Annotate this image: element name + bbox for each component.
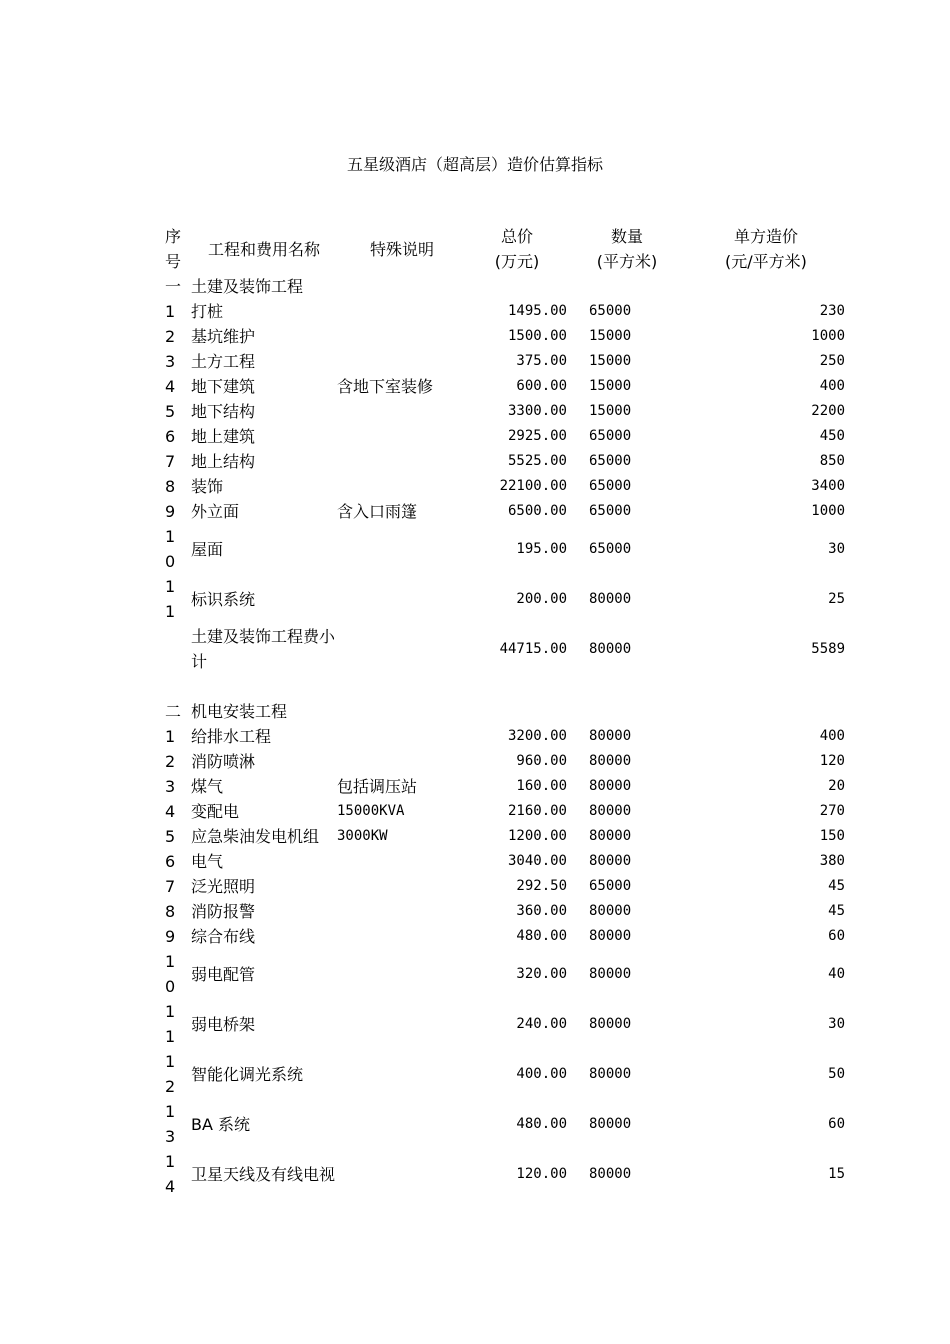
row-name: 给排水工程	[191, 727, 272, 746]
table-row	[165, 874, 845, 899]
row-qty: 80000	[589, 803, 632, 819]
row-qty: 80000	[589, 903, 632, 919]
row-total: 375.00	[516, 353, 567, 369]
row-note	[337, 324, 467, 349]
row-unit: 50	[828, 1065, 845, 1082]
row-unit: 45	[828, 903, 845, 919]
row-unit: 1000	[811, 503, 845, 519]
row-total: 2925.00	[507, 428, 567, 444]
row-qty: 15000	[589, 403, 632, 419]
section-name: 机电安装工程	[191, 702, 288, 721]
header-unit: 单方造价 (元/平方米)	[725, 227, 807, 271]
row-total: 3040.00	[507, 853, 567, 869]
row-seq-text: 6	[165, 427, 176, 446]
row-unit: 60	[828, 928, 845, 944]
row-note	[337, 899, 467, 924]
row-seq	[165, 724, 191, 749]
row-total: 120.00	[516, 1165, 567, 1182]
spacer-row	[165, 674, 845, 699]
table-row	[165, 524, 845, 574]
row-seq-text: 2	[165, 327, 176, 346]
subtotal-qty: 80000	[589, 640, 632, 657]
row-seq	[165, 374, 191, 399]
section-header-row	[165, 274, 845, 299]
table-row	[165, 1149, 845, 1199]
row-note	[337, 849, 467, 874]
row-qty: 65000	[589, 878, 632, 894]
row-seq-text: 13	[165, 1102, 176, 1146]
row-name: 屋面	[191, 539, 224, 559]
row-note	[337, 1099, 467, 1149]
row-qty: 80000	[589, 590, 632, 607]
row-seq	[165, 749, 191, 774]
row-seq-text: 3	[165, 352, 176, 371]
row-seq-text: 1	[165, 727, 176, 746]
row-name: 应急柴油发电机组	[191, 827, 320, 846]
row-seq	[165, 924, 191, 949]
row-total: 195.00	[516, 540, 567, 557]
row-seq	[165, 424, 191, 449]
section-name: 土建及装饰工程	[191, 277, 304, 296]
row-note: 15000KVA	[337, 803, 405, 819]
header-total: 总价 (万元)	[494, 227, 540, 271]
row-total: 22100.00	[499, 478, 567, 494]
table-row	[165, 424, 845, 449]
row-qty: 80000	[589, 728, 632, 744]
table-row	[165, 499, 845, 524]
table-row	[165, 574, 845, 624]
row-total: 480.00	[516, 1115, 567, 1132]
row-note	[337, 724, 467, 749]
row-qty: 80000	[589, 753, 632, 769]
row-note	[337, 399, 467, 424]
row-note	[337, 574, 467, 624]
row-total: 480.00	[516, 928, 567, 944]
row-seq	[165, 399, 191, 424]
header-qty: 数量 (平方米)	[596, 227, 658, 271]
row-seq	[165, 1149, 191, 1199]
row-qty: 65000	[589, 428, 632, 444]
row-name: 装饰	[191, 477, 224, 496]
row-name: 外立面	[191, 502, 240, 521]
table-row	[165, 374, 845, 399]
row-qty: 80000	[589, 1015, 632, 1032]
row-total: 2160.00	[507, 803, 567, 819]
row-note	[337, 949, 467, 999]
row-total: 240.00	[516, 1015, 567, 1032]
row-seq	[165, 499, 191, 524]
row-name: 弱电桥架	[191, 1014, 256, 1034]
row-unit: 3400	[811, 478, 845, 494]
table-row	[165, 899, 845, 924]
row-name: 地上建筑	[191, 427, 256, 446]
row-seq	[165, 899, 191, 924]
table-row	[165, 924, 845, 949]
row-qty: 65000	[589, 478, 632, 494]
row-seq	[165, 449, 191, 474]
section-header-row	[165, 699, 845, 724]
row-total: 1495.00	[507, 303, 567, 319]
row-name: BA 系统	[191, 1114, 251, 1134]
row-seq-text: 11	[165, 1002, 176, 1046]
row-seq-text: 二	[165, 702, 182, 721]
row-note	[337, 1149, 467, 1199]
row-unit: 400	[819, 378, 845, 394]
header-seq: 序号	[165, 227, 182, 271]
row-note: 3000KW	[337, 828, 388, 844]
row-name: 消防报警	[191, 902, 256, 921]
row-unit: 45	[828, 878, 845, 894]
row-total: 3200.00	[507, 728, 567, 744]
table-row	[165, 749, 845, 774]
row-seq-text: 3	[165, 777, 176, 796]
row-unit: 380	[819, 853, 845, 869]
row-seq-text: 6	[165, 852, 176, 871]
row-qty: 80000	[589, 965, 632, 982]
row-seq-text: 8	[165, 477, 176, 496]
table-row	[165, 474, 845, 499]
row-seq-text: 11	[165, 577, 176, 621]
table-row	[165, 1049, 845, 1099]
row-qty: 15000	[589, 328, 632, 344]
row-total: 3300.00	[507, 403, 567, 419]
row-total: 160.00	[516, 778, 567, 794]
row-seq-text: 7	[165, 452, 176, 471]
row-name: 基坑维护	[191, 327, 256, 346]
row-name: 标识系统	[191, 589, 256, 609]
row-seq	[165, 299, 191, 324]
row-seq	[165, 849, 191, 874]
table-row	[165, 824, 845, 849]
row-seq	[165, 624, 191, 674]
row-note	[337, 424, 467, 449]
table-row	[165, 774, 845, 799]
row-seq-text: 5	[165, 402, 176, 421]
row-note	[337, 299, 467, 324]
table-row	[165, 1099, 845, 1149]
row-seq-text: 14	[165, 1152, 176, 1196]
table-row	[165, 449, 845, 474]
row-unit: 20	[828, 778, 845, 794]
row-qty: 80000	[589, 1065, 632, 1082]
row-total: 5525.00	[507, 453, 567, 469]
row-seq	[165, 799, 191, 824]
row-seq	[165, 324, 191, 349]
row-seq-text: 7	[165, 877, 176, 896]
row-seq	[165, 824, 191, 849]
row-seq	[165, 1049, 191, 1099]
row-total: 292.50	[516, 878, 567, 894]
row-seq	[165, 949, 191, 999]
row-name: 弱电配管	[191, 964, 256, 984]
row-seq-text: 10	[165, 952, 176, 996]
row-total: 960.00	[516, 753, 567, 769]
row-name: 卫星天线及有线电视	[191, 1164, 336, 1184]
row-name: 煤气	[191, 777, 224, 796]
row-unit: 60	[828, 1115, 845, 1132]
row-seq-text: 一	[165, 277, 182, 296]
row-unit: 40	[828, 965, 845, 982]
row-unit: 120	[819, 753, 845, 769]
subtotal-unit: 5589	[811, 640, 845, 657]
row-qty: 80000	[589, 1115, 632, 1132]
row-qty: 80000	[589, 1165, 632, 1182]
row-seq	[165, 1099, 191, 1149]
table-row	[165, 349, 845, 374]
row-seq-text: 4	[165, 377, 176, 396]
row-total: 600.00	[516, 378, 567, 394]
table-row	[165, 799, 845, 824]
row-name: 智能化调光系统	[191, 1064, 304, 1084]
row-qty: 65000	[589, 503, 632, 519]
row-total: 360.00	[516, 903, 567, 919]
row-name: 综合布线	[191, 927, 256, 946]
row-qty: 65000	[589, 540, 632, 557]
header-note: 特殊说明	[369, 239, 434, 259]
row-unit: 270	[819, 803, 845, 819]
row-qty: 65000	[589, 303, 632, 319]
row-qty: 15000	[589, 378, 632, 394]
row-unit: 30	[828, 1015, 845, 1032]
row-name: 土方工程	[191, 352, 256, 371]
row-name: 变配电	[191, 802, 240, 821]
row-seq-text: 10	[165, 527, 176, 571]
row-qty: 15000	[589, 353, 632, 369]
row-unit: 250	[819, 353, 845, 369]
row-seq-text: 1	[165, 302, 176, 321]
header-name: 工程和费用名称	[207, 239, 320, 259]
row-seq	[165, 874, 191, 899]
row-total: 6500.00	[507, 503, 567, 519]
row-name: 泛光照明	[191, 877, 256, 896]
row-note	[337, 749, 467, 774]
row-unit: 450	[819, 428, 845, 444]
row-qty: 80000	[589, 778, 632, 794]
row-seq	[165, 774, 191, 799]
row-total: 1500.00	[507, 328, 567, 344]
row-note	[337, 449, 467, 474]
row-seq	[165, 999, 191, 1049]
row-unit: 400	[819, 728, 845, 744]
row-qty: 80000	[589, 928, 632, 944]
row-total: 400.00	[516, 1065, 567, 1082]
row-unit: 15	[828, 1165, 845, 1182]
row-seq-text: 5	[165, 827, 176, 846]
row-note: 含入口雨篷	[337, 502, 418, 521]
row-note	[337, 874, 467, 899]
row-unit: 850	[819, 453, 845, 469]
row-note	[337, 349, 467, 374]
table-row	[165, 949, 845, 999]
row-qty: 65000	[589, 453, 632, 469]
row-name: 打桩	[191, 302, 224, 321]
row-seq-text: 9	[165, 502, 176, 521]
row-name: 地下结构	[191, 402, 256, 421]
table-row	[165, 999, 845, 1049]
subtotal-total: 44715.00	[499, 640, 567, 657]
row-note	[337, 474, 467, 499]
row-unit: 30	[828, 540, 845, 557]
row-note	[337, 524, 467, 574]
row-note: 含地下室装修	[337, 377, 434, 396]
row-seq-text: 4	[165, 802, 176, 821]
row-seq	[165, 349, 191, 374]
table-row	[165, 324, 845, 349]
row-seq-text: 12	[165, 1052, 176, 1096]
row-total: 1200.00	[507, 828, 567, 844]
row-seq	[165, 699, 191, 724]
table-row	[165, 399, 845, 424]
row-note	[337, 924, 467, 949]
row-seq-text: 9	[165, 927, 176, 946]
row-note: 包括调压站	[337, 777, 418, 796]
row-unit: 230	[819, 303, 845, 319]
spacer-cell	[165, 674, 845, 699]
row-note	[337, 1049, 467, 1099]
row-note	[337, 999, 467, 1049]
row-total: 200.00	[516, 590, 567, 607]
row-seq	[165, 274, 191, 299]
row-unit: 1000	[811, 328, 845, 344]
row-seq-text: 2	[165, 752, 176, 771]
row-name: 地上结构	[191, 452, 256, 471]
row-total: 320.00	[516, 965, 567, 982]
row-seq	[165, 524, 191, 574]
row-seq	[165, 474, 191, 499]
cost-estimate-table	[165, 224, 845, 1199]
row-name: 地下建筑	[191, 377, 256, 396]
subtotal-row	[165, 624, 845, 674]
subtotal-note	[337, 624, 467, 674]
row-qty: 80000	[589, 853, 632, 869]
header-row	[165, 224, 845, 274]
subtotal-name: 土建及装饰工程费小计	[191, 627, 336, 671]
row-name: 电气	[191, 852, 224, 871]
row-seq	[165, 574, 191, 624]
row-qty: 80000	[589, 828, 632, 844]
row-unit: 2200	[811, 403, 845, 419]
row-unit: 25	[828, 590, 845, 607]
table-row	[165, 724, 845, 749]
document-title: 五星级酒店（超高层）造价估算指标	[346, 155, 603, 174]
row-seq-text: 8	[165, 902, 176, 921]
row-name: 消防喷淋	[191, 752, 256, 771]
table-row	[165, 849, 845, 874]
row-unit: 150	[819, 828, 845, 844]
table-row	[165, 299, 845, 324]
